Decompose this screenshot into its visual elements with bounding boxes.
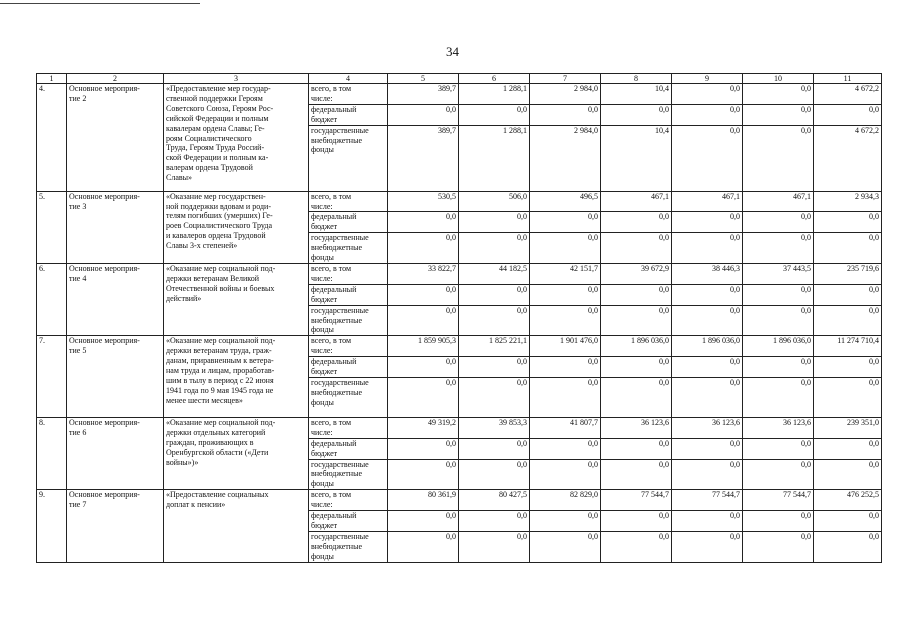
- funding-value: 77 544,7: [672, 490, 743, 511]
- funding-value: 0,0: [672, 511, 743, 532]
- column-number: 9: [672, 74, 743, 84]
- funding-value: 0,0: [388, 233, 459, 264]
- event-name: Основное мероприя- тие 6: [67, 417, 164, 489]
- funding-value: 4 672,2: [814, 84, 882, 105]
- funding-source: всего, в том числе:: [309, 336, 388, 357]
- funding-value: 476 252,5: [814, 490, 882, 511]
- column-number: 7: [530, 74, 601, 84]
- funding-source: федеральный бюджет: [309, 104, 388, 125]
- table-row: [37, 490, 882, 511]
- funding-value: 0,0: [743, 459, 814, 490]
- funding-value: 0,0: [601, 377, 672, 417]
- funding-value: 0,0: [459, 305, 530, 336]
- funding-value: 0,0: [743, 212, 814, 233]
- funding-value: 0,0: [743, 305, 814, 336]
- funding-value: 0,0: [388, 438, 459, 459]
- program-funding-table: [36, 73, 882, 563]
- event-description: «Оказание мер государствен- ной поддержки вдовам и роди- телям погибших (умерших) Ге- роев Социалистического Труда и кавалеров ордена Трудовой Славы 3-х степеней»: [164, 191, 309, 263]
- funding-value: 0,0: [814, 212, 882, 233]
- page-number: 34: [446, 44, 459, 59]
- row-number: 4.: [37, 84, 67, 192]
- funding-value: 0,0: [388, 305, 459, 336]
- funding-source: федеральный бюджет: [309, 511, 388, 532]
- funding-value: 0,0: [743, 377, 814, 417]
- funding-value: 1 896 036,0: [601, 336, 672, 357]
- funding-value: 1 901 476,0: [530, 336, 601, 357]
- column-number: 6: [459, 74, 530, 84]
- funding-value: 0,0: [814, 104, 882, 125]
- funding-value: 36 123,6: [743, 417, 814, 438]
- funding-value: 37 443,5: [743, 263, 814, 284]
- funding-value: 0,0: [601, 459, 672, 490]
- funding-value: 0,0: [530, 305, 601, 336]
- funding-value: 0,0: [530, 104, 601, 125]
- funding-value: 0,0: [672, 104, 743, 125]
- funding-value: 2 934,3: [814, 191, 882, 212]
- funding-value: 0,0: [672, 438, 743, 459]
- event-description: «Оказание мер социальной под- держки ветеранам труда, граж- данам, приравненным к ветера- нам труда и лицам, проработав- шим в тылу в период с 22 июня 1941 года по 9 мая 1945 года не менее шести месяцев»: [164, 336, 309, 418]
- funding-value: 0,0: [743, 438, 814, 459]
- event-description: «Оказание мер социальной под- держки ветеранам Великой Отечественной войны и боевых действий»: [164, 263, 309, 335]
- funding-value: 0,0: [388, 357, 459, 378]
- funding-value: 389,7: [388, 125, 459, 191]
- column-number-row: [37, 74, 882, 84]
- funding-value: 239 351,0: [814, 417, 882, 438]
- funding-source: государственные внебюджетные фонды: [309, 233, 388, 264]
- funding-value: 2 984,0: [530, 84, 601, 105]
- event-name: Основное мероприя- тие 2: [67, 84, 164, 192]
- funding-value: 0,0: [672, 357, 743, 378]
- table-row: [37, 263, 882, 284]
- column-number: 3: [164, 74, 309, 84]
- funding-value: 0,0: [672, 212, 743, 233]
- funding-value: 0,0: [459, 284, 530, 305]
- funding-value: 33 822,7: [388, 263, 459, 284]
- funding-value: 1 288,1: [459, 125, 530, 191]
- funding-value: 1 825 221,1: [459, 336, 530, 357]
- top-rule: [0, 3, 200, 4]
- funding-value: 235 719,6: [814, 263, 882, 284]
- table-row: [37, 84, 882, 105]
- column-number: 11: [814, 74, 882, 84]
- funding-value: 0,0: [672, 531, 743, 562]
- funding-value: 0,0: [672, 377, 743, 417]
- funding-value: 0,0: [459, 357, 530, 378]
- funding-value: 0,0: [814, 357, 882, 378]
- row-number: 8.: [37, 417, 67, 489]
- funding-value: 77 544,7: [601, 490, 672, 511]
- event-description: «Предоставление социальных доплат к пенсии»: [164, 490, 309, 562]
- funding-value: 0,0: [459, 233, 530, 264]
- funding-value: 36 123,6: [601, 417, 672, 438]
- funding-value: 0,0: [459, 459, 530, 490]
- event-name: Основное мероприя- тие 4: [67, 263, 164, 335]
- funding-value: 1 896 036,0: [672, 336, 743, 357]
- funding-value: 467,1: [672, 191, 743, 212]
- funding-source: федеральный бюджет: [309, 284, 388, 305]
- funding-value: 0,0: [814, 377, 882, 417]
- column-number: 4: [309, 74, 388, 84]
- funding-value: 0,0: [601, 233, 672, 264]
- funding-value: 0,0: [743, 531, 814, 562]
- funding-value: 496,5: [530, 191, 601, 212]
- funding-value: 0,0: [814, 531, 882, 562]
- funding-value: 467,1: [601, 191, 672, 212]
- funding-value: 0,0: [814, 305, 882, 336]
- funding-value: 0,0: [743, 511, 814, 532]
- funding-value: 1 288,1: [459, 84, 530, 105]
- funding-source: государственные внебюджетные фонды: [309, 531, 388, 562]
- funding-value: 0,0: [459, 531, 530, 562]
- table-row: [37, 336, 882, 357]
- funding-value: 0,0: [672, 233, 743, 264]
- funding-value: 0,0: [530, 438, 601, 459]
- event-name: Основное мероприя- тие 7: [67, 490, 164, 562]
- funding-value: 11 274 710,4: [814, 336, 882, 357]
- funding-value: 0,0: [601, 212, 672, 233]
- funding-value: 0,0: [743, 284, 814, 305]
- funding-value: 0,0: [601, 531, 672, 562]
- table-row: [37, 417, 882, 438]
- funding-value: 80 361,9: [388, 490, 459, 511]
- funding-value: 0,0: [530, 357, 601, 378]
- funding-value: 0,0: [459, 104, 530, 125]
- funding-value: 0,0: [530, 459, 601, 490]
- funding-value: 467,1: [743, 191, 814, 212]
- funding-source: федеральный бюджет: [309, 357, 388, 378]
- table-row: [37, 191, 882, 212]
- funding-value: 42 151,7: [530, 263, 601, 284]
- funding-value: 0,0: [672, 125, 743, 191]
- funding-value: 0,0: [601, 305, 672, 336]
- funding-value: 0,0: [601, 284, 672, 305]
- funding-value: 0,0: [388, 377, 459, 417]
- row-number: 5.: [37, 191, 67, 263]
- funding-value: 0,0: [388, 459, 459, 490]
- funding-value: 80 427,5: [459, 490, 530, 511]
- funding-value: 0,0: [601, 511, 672, 532]
- funding-value: 77 544,7: [743, 490, 814, 511]
- funding-value: 10,4: [601, 84, 672, 105]
- column-number: 8: [601, 74, 672, 84]
- funding-value: 0,0: [530, 212, 601, 233]
- event-name: Основное мероприя- тие 3: [67, 191, 164, 263]
- funding-value: 0,0: [601, 104, 672, 125]
- funding-value: 0,0: [530, 284, 601, 305]
- funding-source: федеральный бюджет: [309, 212, 388, 233]
- funding-value: 0,0: [530, 531, 601, 562]
- funding-source: всего, в том числе:: [309, 263, 388, 284]
- funding-source: государственные внебюджетные фонды: [309, 305, 388, 336]
- funding-value: 4 672,2: [814, 125, 882, 191]
- funding-value: 44 182,5: [459, 263, 530, 284]
- funding-value: 0,0: [814, 459, 882, 490]
- funding-value: 0,0: [814, 438, 882, 459]
- row-number: 6.: [37, 263, 67, 335]
- funding-value: 0,0: [388, 284, 459, 305]
- funding-value: 0,0: [743, 84, 814, 105]
- column-number: 10: [743, 74, 814, 84]
- row-number: 9.: [37, 490, 67, 562]
- funding-value: 0,0: [530, 233, 601, 264]
- funding-value: 0,0: [388, 104, 459, 125]
- funding-value: 506,0: [459, 191, 530, 212]
- funding-value: 0,0: [743, 357, 814, 378]
- funding-source: всего, в том числе:: [309, 84, 388, 105]
- funding-value: 0,0: [388, 531, 459, 562]
- funding-value: 82 829,0: [530, 490, 601, 511]
- column-number: 1: [37, 74, 67, 84]
- funding-source: всего, в том числе:: [309, 191, 388, 212]
- funding-value: 0,0: [743, 104, 814, 125]
- row-number: 7.: [37, 336, 67, 418]
- funding-source: всего, в том числе:: [309, 417, 388, 438]
- funding-value: 389,7: [388, 84, 459, 105]
- funding-value: 0,0: [743, 233, 814, 264]
- funding-value: 0,0: [530, 511, 601, 532]
- funding-value: 0,0: [388, 212, 459, 233]
- event-description: «Предоставление мер государ- ственной поддержки Героям Советского Союза, Героям Рос- сийской Федерации и полным кавалерам ордена Славы; Ге- роям Социалистического Труда, Героям Труда Россий- ской Федерации и полным ка- валерам ордена Трудовой Славы»: [164, 84, 309, 192]
- funding-value: 0,0: [814, 511, 882, 532]
- funding-value: 0,0: [814, 233, 882, 264]
- funding-source: государственные внебюджетные фонды: [309, 125, 388, 191]
- funding-value: 1 859 905,3: [388, 336, 459, 357]
- funding-source: всего, в том числе:: [309, 490, 388, 511]
- funding-value: 0,0: [672, 459, 743, 490]
- column-number: 5: [388, 74, 459, 84]
- funding-value: 0,0: [672, 305, 743, 336]
- funding-value: 10,4: [601, 125, 672, 191]
- funding-value: 49 319,2: [388, 417, 459, 438]
- funding-value: 0,0: [601, 438, 672, 459]
- funding-value: 2 984,0: [530, 125, 601, 191]
- funding-value: 0,0: [743, 125, 814, 191]
- funding-source: государственные внебюджетные фонды: [309, 459, 388, 490]
- funding-value: 1 896 036,0: [743, 336, 814, 357]
- funding-value: 0,0: [388, 511, 459, 532]
- funding-value: 0,0: [601, 357, 672, 378]
- funding-value: 530,5: [388, 191, 459, 212]
- funding-value: 0,0: [672, 84, 743, 105]
- column-number: 2: [67, 74, 164, 84]
- funding-value: 0,0: [459, 438, 530, 459]
- funding-value: 0,0: [459, 377, 530, 417]
- funding-value: 0,0: [530, 377, 601, 417]
- funding-value: 0,0: [672, 284, 743, 305]
- funding-value: 0,0: [459, 212, 530, 233]
- funding-source: государственные внебюджетные фонды: [309, 377, 388, 417]
- event-description: «Оказание мер социальной под- держки отдельных категорий граждан, проживающих в Оренбургской области («Дети войны»)»: [164, 417, 309, 489]
- event-name: Основное мероприя- тие 5: [67, 336, 164, 418]
- funding-value: 39 853,3: [459, 417, 530, 438]
- funding-value: 0,0: [814, 284, 882, 305]
- funding-value: 41 807,7: [530, 417, 601, 438]
- funding-value: 36 123,6: [672, 417, 743, 438]
- funding-value: 38 446,3: [672, 263, 743, 284]
- funding-value: 39 672,9: [601, 263, 672, 284]
- funding-source: федеральный бюджет: [309, 438, 388, 459]
- funding-value: 0,0: [459, 511, 530, 532]
